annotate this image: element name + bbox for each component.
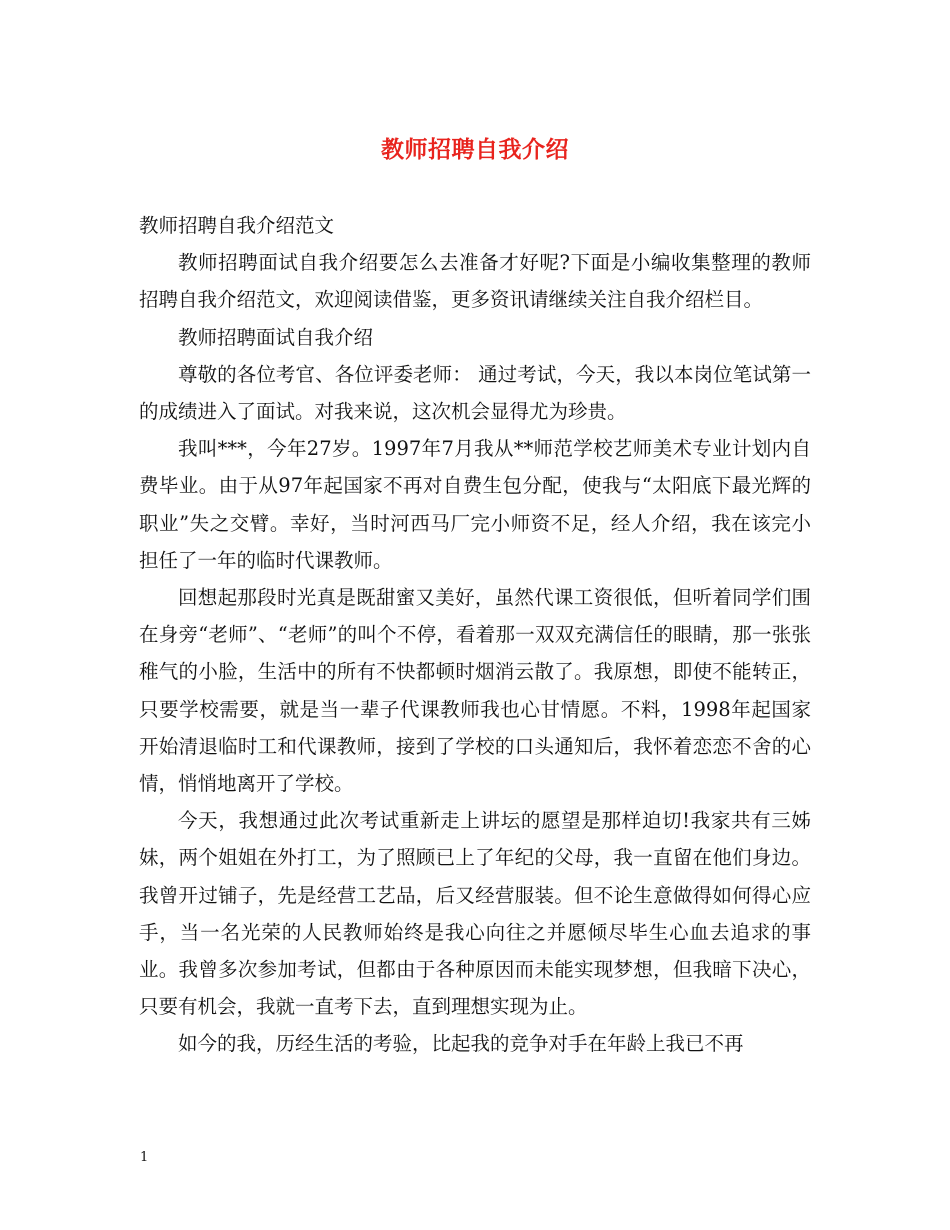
document-body xyxy=(139,207,811,1063)
body-paragraph: 我叫***，今年27岁。1997年7月我从**师范学校艺师美术专业计划内自费毕业。由于从97年起国家不再对自费生包分配，使我与“太阳底下最光辉的职业”失之交臂。幸好，当时河西马厂完小师资不足，经人介绍，我在该完小担任了一年的临时代课教师。 xyxy=(139,437,811,572)
body-paragraph: 尊敬的各位考官、各位评委老师： 通过考试，今天，我以本岗位笔试第一的成绩进入了面试。对我来说，这次机会显得尤为珍贵。 xyxy=(139,362,811,424)
body-paragraph: 回想起那段时光真是既甜蜜又美好，虽然代课工资很低，但听着同学们围在身旁“老师”、“老师”的叫个不停，看着那一双双充满信任的眼睛，那一张张稚气的小脸，生活中的所有不快都顿时烟消云散了。我原想，即使不能转正，只要学校需要，就是当一辈子代课教师我也心甘情愿。不料，1998年起国家开始清退临时工和代课教师，接到了学校的口头通知后，我怀着恋恋不舍的心情，悄悄地离开了学校。 xyxy=(139,586,811,796)
document-title: 教师招聘自我介绍 xyxy=(381,136,569,163)
body-paragraph: 今天，我想通过此次考试重新走上讲坛的愿望是那样迫切!我家共有三姊妹，两个姐姐在外打工，为了照顾已上了年纪的父母，我一直留在他们身边。我曾开过铺子，先是经营工艺品，后又经营服装。但不论生意做得如何得心应手，当一名光荣的人民教师始终是我心向往之并愿倾尽毕生心血去追求的事业。我曾多次参加考试，但都由于各种原因而未能实现梦想，但我暗下决心，只要有机会，我就一直考下去，直到理想实现为止。 xyxy=(139,809,811,1019)
intro-paragraph: 教师招聘面试自我介绍要怎么去准备才好呢?下面是小编收集整理的教师招聘自我介绍范文，欢迎阅读借鉴，更多资讯请继续关注自我介绍栏目。 xyxy=(139,251,811,312)
subtitle-paragraph: 教师招聘自我介绍范文 xyxy=(139,214,335,237)
body-paragraph: 如今的我，历经生活的考验，比起我的竞争对手在年龄上我已不再 xyxy=(178,1032,744,1056)
page-number: 1 xyxy=(140,1150,149,1165)
section-heading: 教师招聘面试自我介绍 xyxy=(178,325,374,349)
